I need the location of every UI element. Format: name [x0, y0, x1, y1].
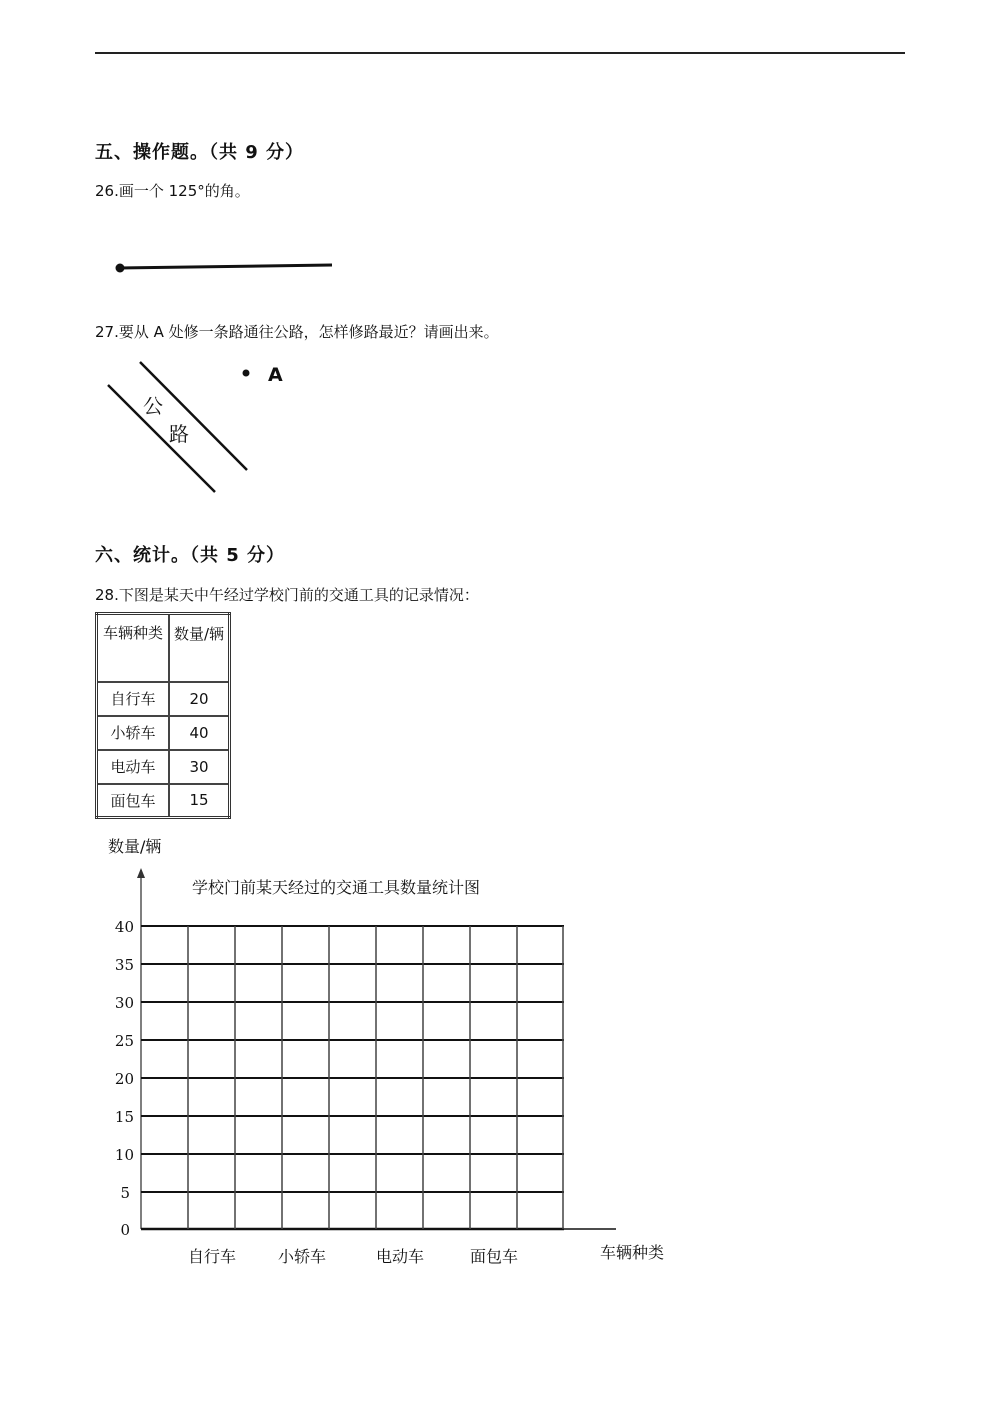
y-axis-arrow-icon: [137, 868, 145, 878]
y-tick-35: 35: [114, 956, 134, 974]
road-label-lu: 路: [169, 422, 189, 446]
y-tick-0: 0: [120, 1221, 130, 1239]
section5-heading: 五、操作题。（共 9 分）: [95, 142, 305, 163]
ray-line: [120, 265, 332, 268]
point-a-label: A: [268, 364, 283, 386]
section6-heading: 六、统计。（共 5 分）: [95, 545, 286, 566]
table-row: [97, 682, 230, 716]
header-rule: [95, 52, 905, 54]
y-tick-25: 25: [114, 1032, 134, 1050]
cell-count: 15: [169, 784, 230, 818]
table-row: [97, 784, 230, 818]
road-label-gong: 公: [143, 394, 163, 418]
horizontal-gridlines: [141, 926, 564, 1192]
question-27: 27.要从 A 处修一条路通往公路，怎样修路最近？请画出来。: [95, 323, 499, 341]
y-tick-10: 10: [114, 1146, 134, 1164]
x-cat-bicycle: 自行车: [188, 1247, 237, 1266]
header-count: 数量/辆: [169, 614, 230, 682]
vehicle-record-table: [95, 612, 231, 819]
y-tick-40: 40: [114, 918, 134, 936]
y-tick-15: 15: [114, 1108, 134, 1126]
cell-type: 自行车: [97, 682, 170, 716]
cell-type: 面包车: [97, 784, 170, 818]
x-cat-car: 小轿车: [278, 1247, 327, 1266]
chart-xlabel: 车辆种类: [600, 1243, 665, 1262]
header-type: 车辆种类: [97, 614, 170, 682]
cell-count: 20: [169, 682, 230, 716]
cell-count: 30: [169, 750, 230, 784]
x-cat-ebike: 电动车: [376, 1247, 425, 1266]
cell-count: 40: [169, 716, 230, 750]
angle-ray-figure: [110, 255, 340, 280]
x-cat-van: 面包车: [470, 1247, 519, 1266]
point-a-dot: [243, 370, 250, 377]
table-header-row: [97, 614, 230, 682]
table-row: [97, 750, 230, 784]
table-row: [97, 716, 230, 750]
bar-chart-grid: [100, 860, 620, 1240]
y-tick-30: 30: [114, 994, 134, 1012]
chart-ylabel: 数量/辆: [108, 837, 162, 856]
y-tick-5: 5: [120, 1184, 130, 1202]
question-28: 28.下图是某天中午经过学校门前的交通工具的记录情况：: [95, 586, 479, 604]
question-26: 26.画一个 125°的角。: [95, 182, 250, 200]
chart-title: 学校门前某天经过的交通工具数量统计图: [192, 878, 481, 897]
cell-type: 小轿车: [97, 716, 170, 750]
cell-type: 电动车: [97, 750, 170, 784]
y-tick-20: 20: [114, 1070, 134, 1088]
